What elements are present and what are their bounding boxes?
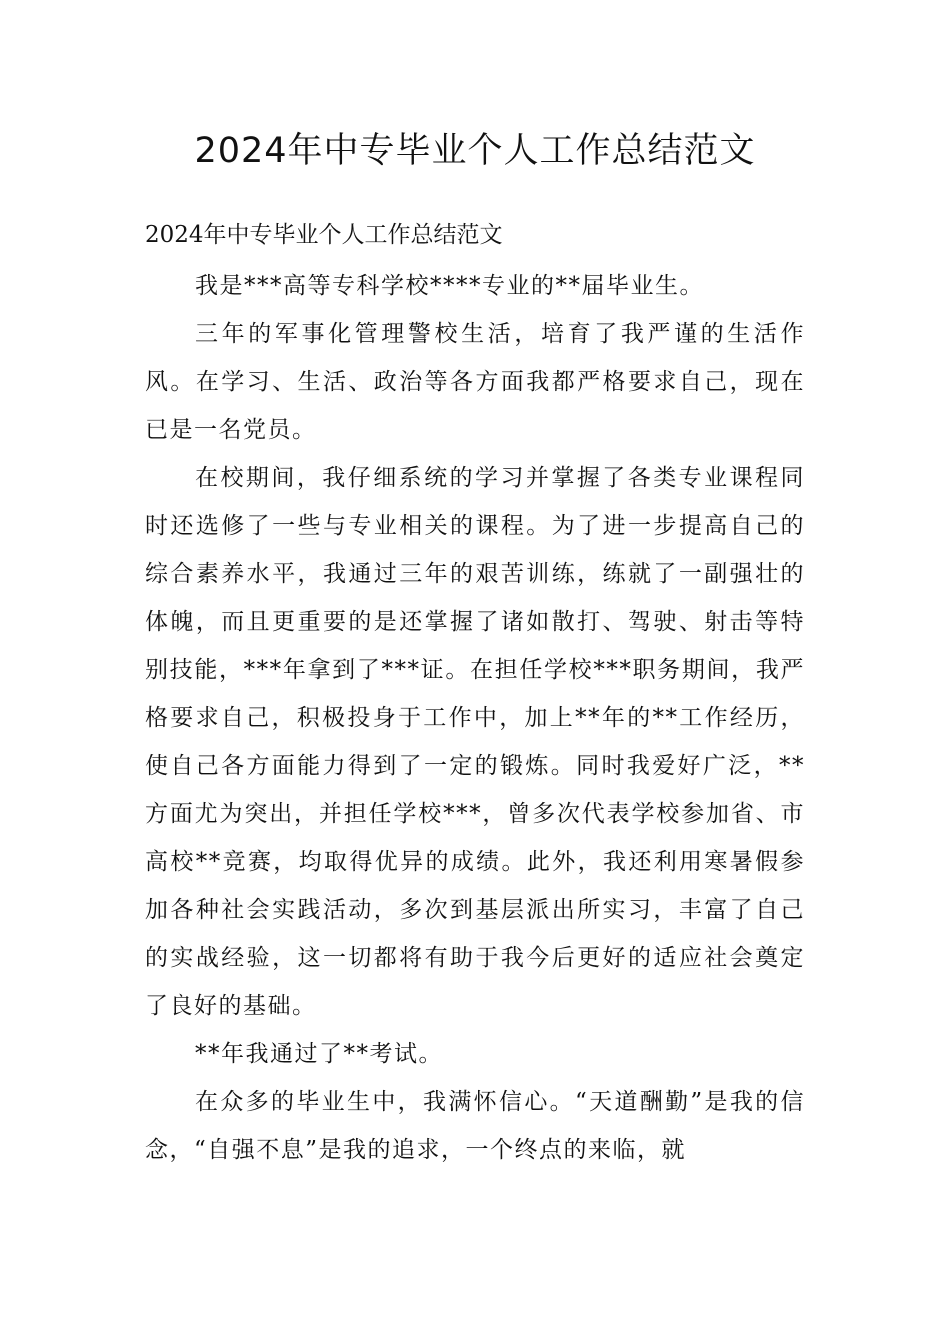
document-title: 2024年中专毕业个人工作总结范文 — [194, 131, 756, 171]
paragraph-1: 我是***高等专科学校****专业的**届毕业生。 — [195, 273, 704, 299]
paragraph-2: 三年的军事化管理警校生活，培育了我严谨的生活作风。在学习、生活、政治等各方面我都严格要求自己，现在已是一名党员。 — [145, 321, 805, 443]
document-subtitle: 2024年中专毕业个人工作总结范文 — [145, 222, 503, 248]
paragraph-5: 在众多的毕业生中，我满怀信心。“天道酬勤”是我的信念，“自强不息”是我的追求，一个终点的来临，就 — [145, 1089, 805, 1163]
paragraph-4: **年我通过了**考试。 — [195, 1041, 443, 1067]
paragraph-3: 在校期间，我仔细系统的学习并掌握了各类专业课程同时还选修了一些与专业相关的课程。为了进一步提高自己的综合素养水平，我通过三年的艰苦训练，练就了一副强壮的体魄，而且更重要的是还掌握了诸如散打、驾驶、射击等特别技能，***年拿到了***证。在担任学校***职务期间，我严格要求自己，积极投身于工作中，加上**年的**工作经历，使自己各方面能力得到了一定的锻炼。同时我爱好广泛，**方面尤为突出，并担任学校***，曾多次代表学校参加省、市高校**竞赛，均取得优异的成绩。此外，我还利用寒暑假参加各种社会实践活动，多次到基层派出所实习，丰富了自己的实战经验，这一切都将有助于我今后更好的适应社会奠定了良好的基础。 — [145, 465, 805, 1019]
